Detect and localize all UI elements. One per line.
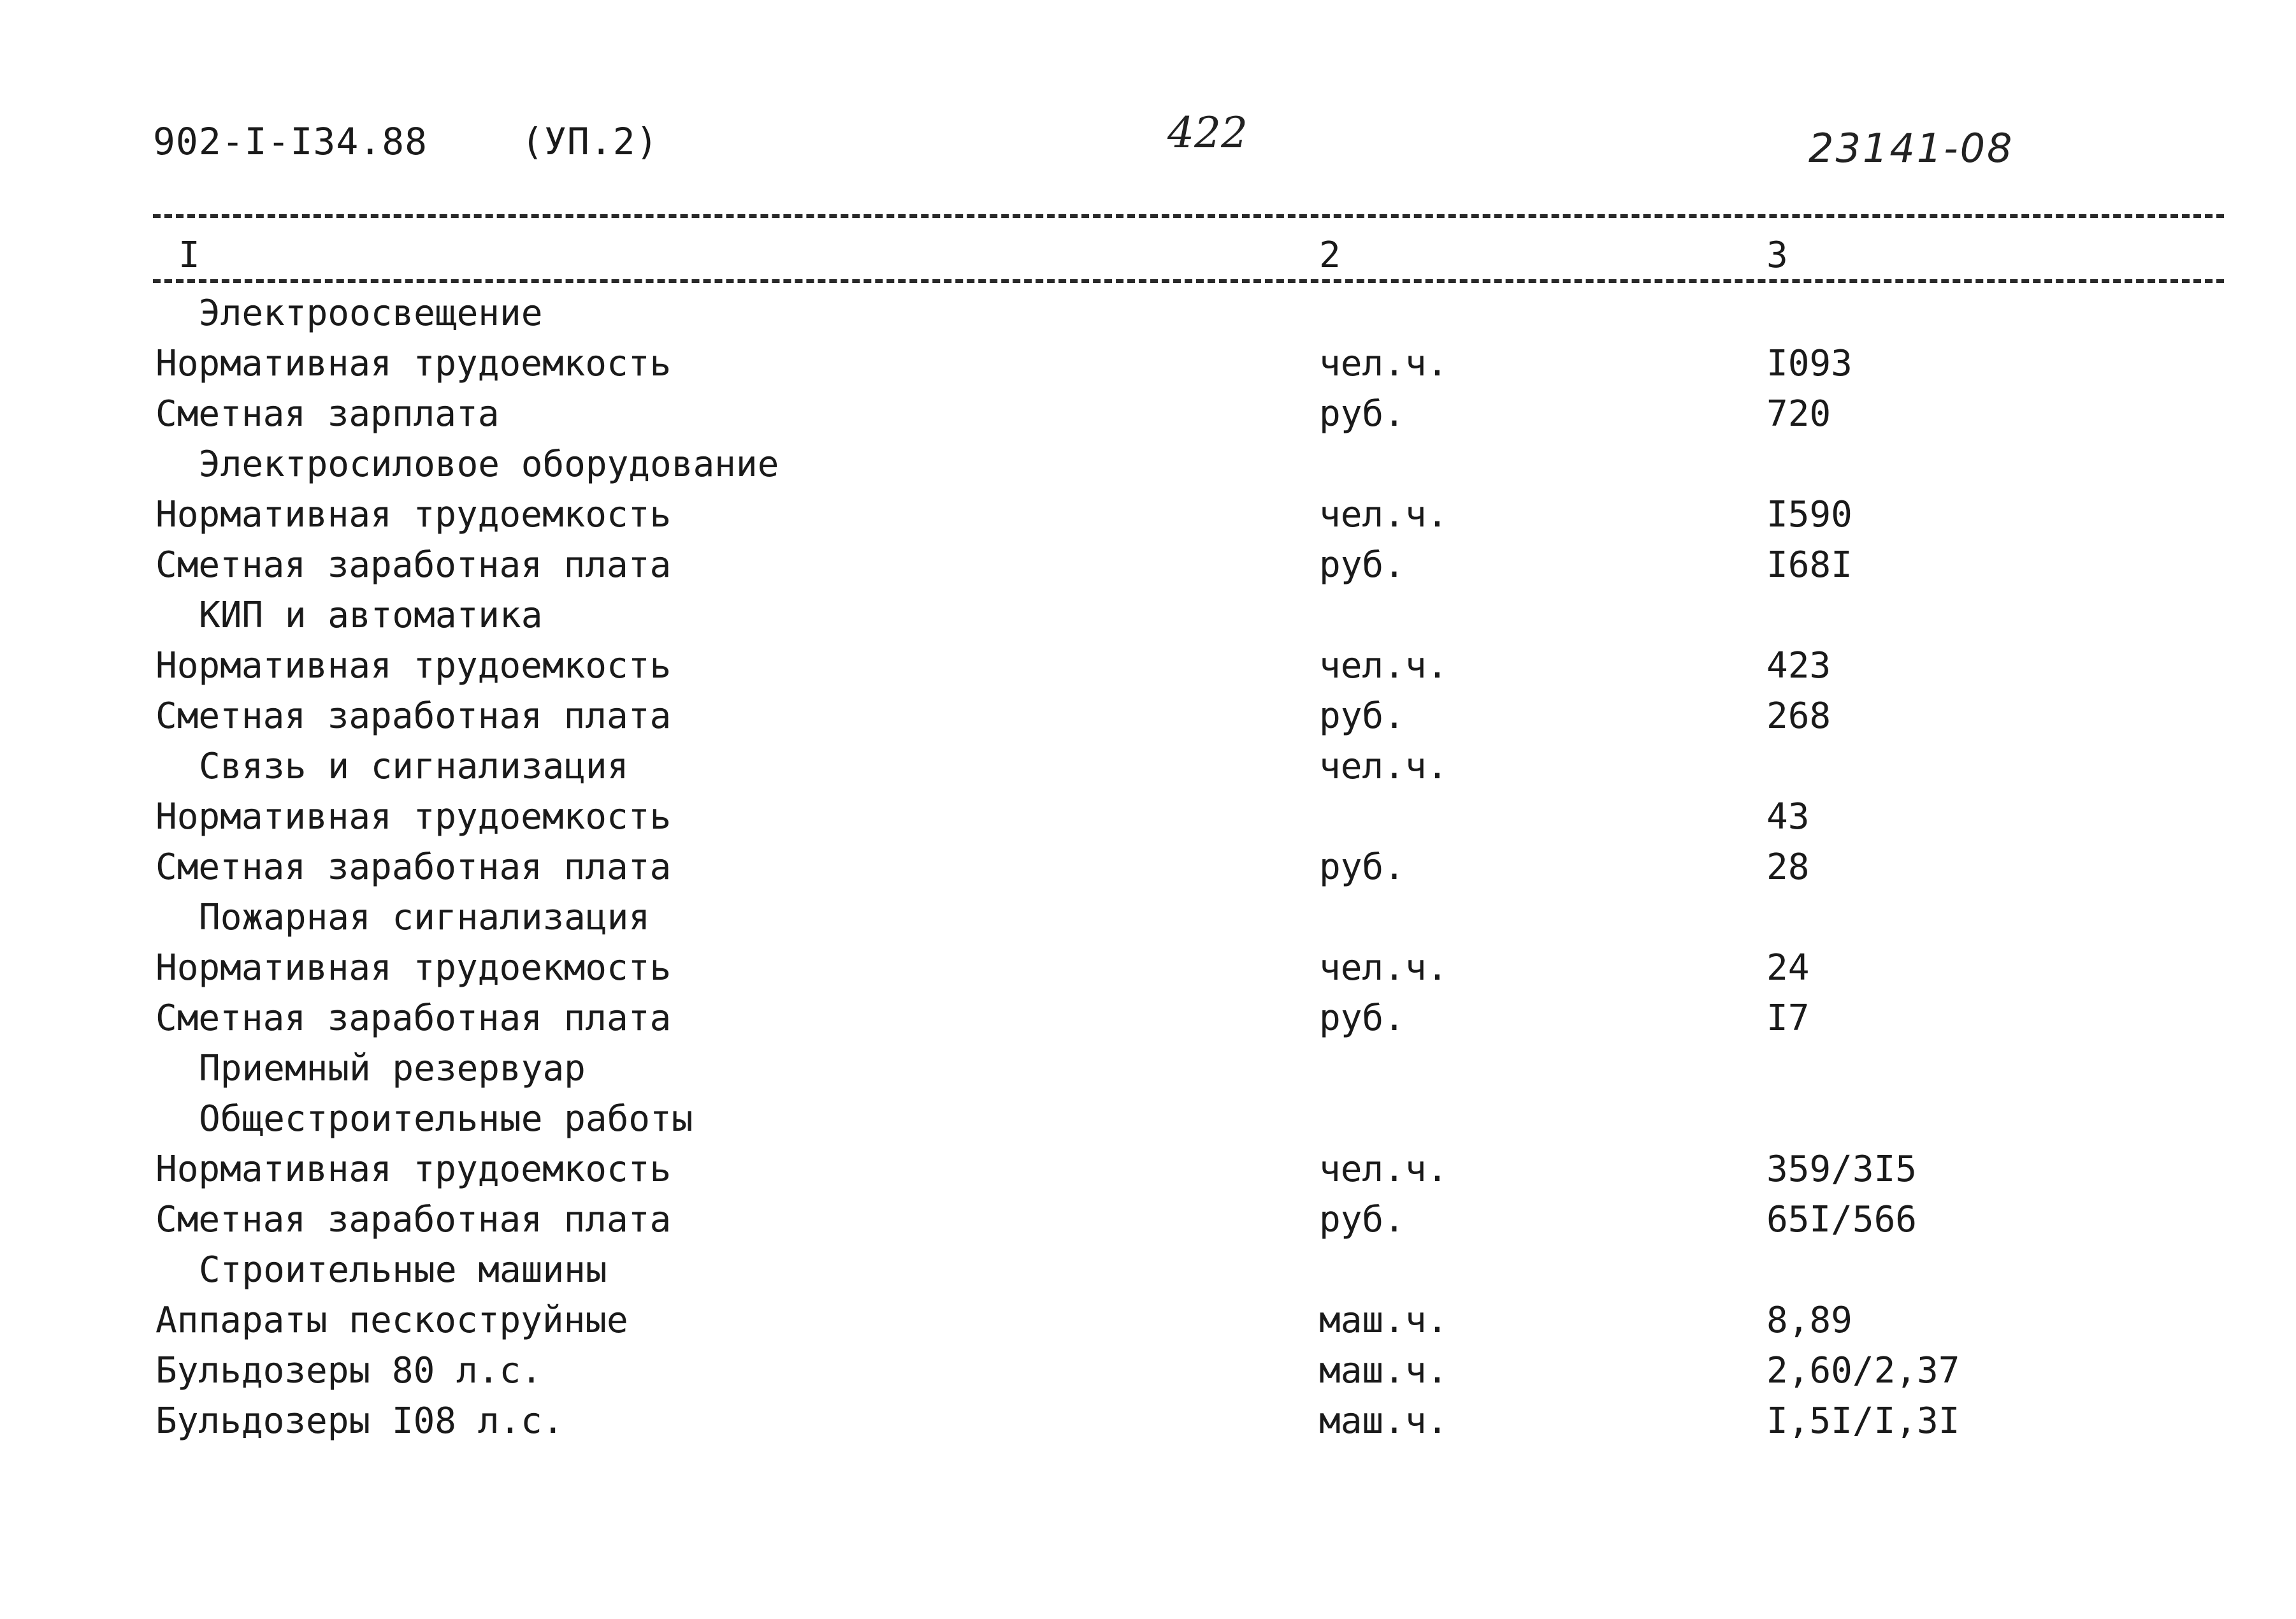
row-unit: руб. <box>1319 846 1405 888</box>
row-value: 24 <box>1766 947 1810 989</box>
row-value: I7 <box>1766 998 1810 1039</box>
table-row <box>0 792 2296 842</box>
document-code: 902-I-I34.88 <box>153 120 428 163</box>
row-value: 65I/566 <box>1766 1199 1917 1240</box>
row-unit: руб. <box>1319 1199 1405 1240</box>
row-name: Бульдозеры I08 л.с. <box>155 1400 564 1442</box>
row-value: 43 <box>1766 796 1810 838</box>
row-value: 359/3I5 <box>1766 1149 1917 1190</box>
row-name: Общестроительные работы <box>199 1098 693 1140</box>
row-value: 268 <box>1766 695 1831 737</box>
row-name: Бульдозеры 80 л.с. <box>155 1350 542 1391</box>
row-unit: руб. <box>1319 998 1405 1039</box>
row-unit: чел.ч. <box>1319 1149 1448 1190</box>
table-row <box>0 1396 2296 1446</box>
row-value: 720 <box>1766 393 1831 435</box>
row-name: Сметная заработная плата <box>155 998 672 1039</box>
section-heading-row <box>0 892 2296 943</box>
estimate-table <box>0 288 2296 1446</box>
handwritten-archive-number: 23141-08 <box>1809 125 2014 171</box>
row-name: Аппараты пескоструйные <box>155 1300 628 1341</box>
row-name: Строительные машины <box>199 1249 607 1291</box>
row-name: Нормативная трудоекмость <box>155 947 672 989</box>
row-name: КИП и автоматика <box>199 595 543 636</box>
row-name: Сметная заработная плата <box>155 695 672 737</box>
row-value: I093 <box>1766 343 1852 384</box>
document-variant: (УП.2) <box>521 120 659 163</box>
table-row <box>0 842 2296 892</box>
row-name: Приемный резервуар <box>199 1048 586 1089</box>
section-heading-row <box>0 1094 2296 1144</box>
row-value: 28 <box>1766 846 1810 888</box>
table-row <box>0 1295 2296 1346</box>
row-unit: чел.ч. <box>1319 746 1448 787</box>
row-name: Сметная зарплата <box>155 393 500 435</box>
table-row <box>0 943 2296 993</box>
dashed-rule-top <box>153 214 2224 218</box>
row-unit: маш.ч. <box>1319 1400 1448 1442</box>
table-row <box>0 1346 2296 1396</box>
table-row <box>0 993 2296 1043</box>
column-header-2: 2 <box>1319 235 1341 276</box>
table-row <box>0 641 2296 691</box>
row-unit: чел.ч. <box>1319 343 1448 384</box>
row-value: 423 <box>1766 645 1831 686</box>
row-name: Нормативная трудоемкость <box>155 796 672 838</box>
row-value: I590 <box>1766 494 1852 535</box>
section-heading-row <box>0 439 2296 490</box>
row-unit: руб. <box>1319 544 1405 586</box>
row-name: Нормативная трудоемкость <box>155 343 672 384</box>
row-unit: чел.ч. <box>1319 494 1448 535</box>
column-header-1: I <box>178 235 200 276</box>
row-name: Нормативная трудоемкость <box>155 1149 672 1190</box>
section-heading-row <box>0 288 2296 338</box>
table-row <box>0 389 2296 439</box>
row-name: Нормативная трудоемкость <box>155 494 672 535</box>
row-unit: чел.ч. <box>1319 645 1448 686</box>
row-value: 8,89 <box>1766 1300 1852 1341</box>
section-heading-row <box>0 1245 2296 1295</box>
row-name: Электросиловое оборудование <box>199 444 779 485</box>
row-value: 2,60/2,37 <box>1766 1350 1960 1391</box>
row-name: Электроосвещение <box>199 293 543 334</box>
table-row <box>0 338 2296 389</box>
row-unit: маш.ч. <box>1319 1350 1448 1391</box>
row-unit: маш.ч. <box>1319 1300 1448 1341</box>
row-name: Сметная заработная плата <box>155 544 672 586</box>
table-row <box>0 540 2296 590</box>
table-row <box>0 691 2296 741</box>
row-name: Нормативная трудоемкость <box>155 645 672 686</box>
row-unit: чел.ч. <box>1319 947 1448 989</box>
row-value: I68I <box>1766 544 1852 586</box>
table-row <box>0 1194 2296 1245</box>
row-name: Связь и сигнализация <box>199 746 629 787</box>
row-name: Пожарная сигнализация <box>199 897 651 938</box>
section-heading-row <box>0 590 2296 641</box>
row-name: Сметная заработная плата <box>155 1199 672 1240</box>
row-unit: руб. <box>1319 695 1405 737</box>
handwritten-page-number: 422 <box>1167 108 1248 157</box>
column-header-3: 3 <box>1766 235 1788 276</box>
table-row <box>0 1144 2296 1194</box>
table-row <box>0 490 2296 540</box>
dashed-rule-bottom <box>153 279 2224 283</box>
row-value: I,5I/I,3I <box>1766 1400 1960 1442</box>
row-unit: руб. <box>1319 393 1405 435</box>
section-heading-row <box>0 1043 2296 1094</box>
row-name: Сметная заработная плата <box>155 846 672 888</box>
section-heading-row <box>0 741 2296 792</box>
